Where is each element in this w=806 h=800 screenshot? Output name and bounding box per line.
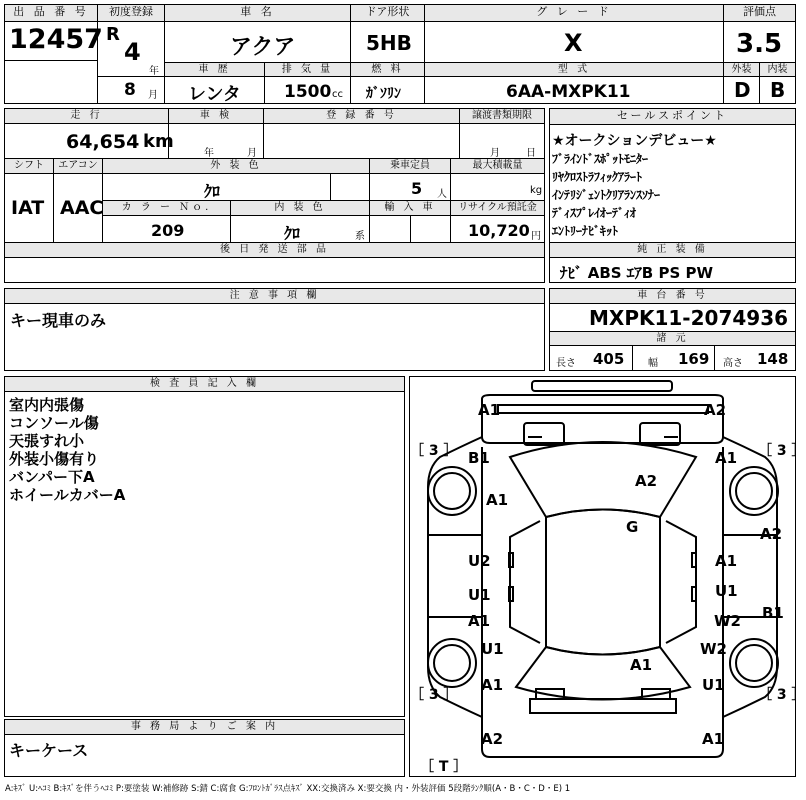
inspection-label: 車 検 [169,109,263,124]
era-mark: R [106,24,120,45]
later-parts-label: 後 日 発 送 部 品 [5,243,544,258]
fuel-label: 燃 料 [351,63,424,77]
shift: IAT [11,197,45,219]
model-label: 型 式 [425,63,723,77]
damage-mark: A1 [481,676,504,694]
mileage-label: 走 行 [5,109,168,124]
car-name: アクア [230,35,296,60]
recycle: 10,720 [468,221,530,240]
length: 405 [593,350,625,368]
damage-mark: A1 [715,552,738,570]
score: 3.5 [736,29,783,59]
damage-mark: U1 [702,676,725,694]
equipment: ﾅﾋﾞ ABS ｴｱB PS PW [560,264,714,282]
car-outline-icon [410,377,795,776]
lot-label: 出 品 番 号 [5,5,97,22]
history: レンタ [188,84,241,105]
color-no-label: カ ラ ー Ｎｏ. [103,201,230,216]
damage-mark: W2 [700,640,727,658]
legend: A:ｷｽﾞ U:ﾍｺﾐ B:ｷｽﾞを伴うﾍｺﾐ P:要塗装 W:補修跡 S:錆 C:腐食 G:ﾌﾛﾝﾄｶﾞﾗｽ点ｷｽﾞ XX:交換済み X:要交換 内・外装評価 5段階ﾗﾝｸ順(A・B・C・D・E) 1 [5,784,571,794]
ext-color-label: 外 装 色 [103,159,369,174]
damage-mark: A1 [486,491,509,509]
lot-number: 12457 [9,24,103,55]
damage-mark: U1 [468,586,491,604]
damage-mark: A1 [715,449,738,467]
transfer-day-unit: 日 [526,148,536,159]
sales-points-label: セールスポイント [550,109,795,125]
damage-mark: B1 [468,449,490,467]
reg-month: 8 [124,80,136,100]
sales-point-line: ﾘﾔｸﾛｽﾄﾗﾌｨｯｸｱﾗｰﾄ [552,170,643,184]
ac-label: エアコン [54,159,102,174]
damage-mark: A2 [704,401,727,419]
ac: AAC [60,197,104,219]
equipment-label: 純 正 装 備 [550,243,795,258]
capacity: 5 [411,179,423,198]
damage-mark: G [626,518,639,536]
capacity-unit: 人 [437,189,447,200]
inspection-month-unit: 月 [247,148,257,159]
reg-year: 4 [124,38,141,66]
tire-grade: ［ 3 ］ [758,443,806,459]
office-label: 事 務 局 よ り ご 案 内 [5,720,404,735]
door-label: ドア形状 [351,5,424,22]
transfer-label: 譲渡書類期限 [460,109,544,124]
ext-color: ｸﾛ [204,182,221,201]
recycle-label: リサイクル預託金 [451,201,544,216]
history-label: 車 歴 [165,63,264,77]
sales-point-line: ﾌﾞﾗｲﾝﾄﾞｽﾎﾟｯﾄﾓﾆﾀｰ [552,152,649,166]
inspector-line: 室内内張傷 [9,396,85,414]
inspector-line: 外装小傷有り [9,450,100,468]
int-color: ｸﾛ [284,224,301,243]
spare-tire-grade: ［ T ］ [420,759,468,775]
recycle-unit: 円 [531,231,541,242]
tire-grade: ［ 3 ］ [410,443,458,459]
damage-mark: U2 [468,552,491,570]
reg-month-unit: 月 [148,90,158,101]
dims-label: 諸 元 [550,332,795,346]
width-label: 幅 [648,358,658,369]
damage-mark: A2 [481,730,504,748]
damage-mark: U1 [481,640,504,658]
load-unit: kg [530,185,543,196]
inspector-label: 検 査 員 記 入 欄 [5,377,404,392]
damage-mark: W2 [714,612,741,630]
car-name-label: 車 名 [165,5,350,22]
score-label: 評価点 [724,5,795,22]
capacity-label: 乗車定員 [370,159,450,174]
import-label: 輸 入 車 [370,201,450,216]
color-no: 209 [151,221,185,240]
height: 148 [757,350,789,368]
inspection-year-unit: 年 [204,148,214,159]
int-grade: B [770,78,786,102]
length-label: 長さ [556,358,576,369]
first-reg-label: 初度登録 [98,5,164,22]
grade: X [564,29,583,57]
car-diagram [409,376,796,777]
shift-label: シフト [5,159,53,174]
displacement-label: 排 気 量 [265,63,350,77]
displacement: 1500 [284,82,332,102]
grade-label: グ レ ー ド [425,5,723,22]
sales-point-line: ﾃﾞｨｽﾌﾟﾚｲｵｰﾃﾞｨｵ [552,206,637,220]
damage-mark: A1 [478,401,501,419]
reg-year-unit: 年 [149,66,159,77]
notes: キー現車のみ [10,311,107,330]
damage-mark: A1 [702,730,725,748]
damage-mark: A2 [635,472,658,490]
inspector-line: バンパー下A [9,468,95,486]
int-grade-label: 内装 [760,63,795,77]
load-label: 最大積載量 [451,159,544,174]
inspector-line: 天張すれ小 [9,432,85,450]
height-label: 高さ [723,358,743,369]
door-type: 5HB [366,31,412,55]
int-color-label: 内 装 色 [231,201,369,216]
transfer-month-unit: 月 [490,148,500,159]
ext-grade-label: 外装 [724,63,759,77]
tire-grade: ［ 3 ］ [758,687,806,703]
mileage: 64,654 [66,131,140,153]
mileage-unit: km [143,131,174,152]
inspector-line: ホイールカバーA [9,486,126,504]
damage-mark: B1 [762,604,784,622]
damage-mark: A1 [468,612,491,630]
damage-mark: A1 [630,656,653,674]
inspector-line: コンソール傷 [9,414,99,432]
sales-point-line: ★オークションデビュー★ [552,133,717,149]
width: 169 [678,350,710,368]
notes-label: 注 意 事 項 欄 [5,289,544,304]
model: 6AA-MXPK11 [506,82,631,102]
chassis-number: MXPK11-2074936 [589,306,789,330]
displacement-unit: cc [332,89,343,100]
reg-no-label: 登 録 番 号 [264,109,459,124]
tire-grade: ［ 3 ］ [410,687,458,703]
sales-point-line: ｲﾝﾃﾘｼﾞｪﾝﾄｸﾘｱﾗﾝｽｿﾅｰ [552,188,661,202]
damage-mark: A2 [760,525,783,543]
int-color-unit: 系 [355,231,365,242]
fuel: ｶﾞｿﾘﾝ [366,86,401,102]
damage-mark: U1 [715,582,738,600]
chassis-label: 車 台 番 号 [550,289,795,304]
sales-point-line: ｴﾝﾄﾘｰﾅﾋﾞｷｯﾄ [552,224,619,238]
office-note: キーケース [9,741,89,760]
ext-grade: D [734,78,751,102]
